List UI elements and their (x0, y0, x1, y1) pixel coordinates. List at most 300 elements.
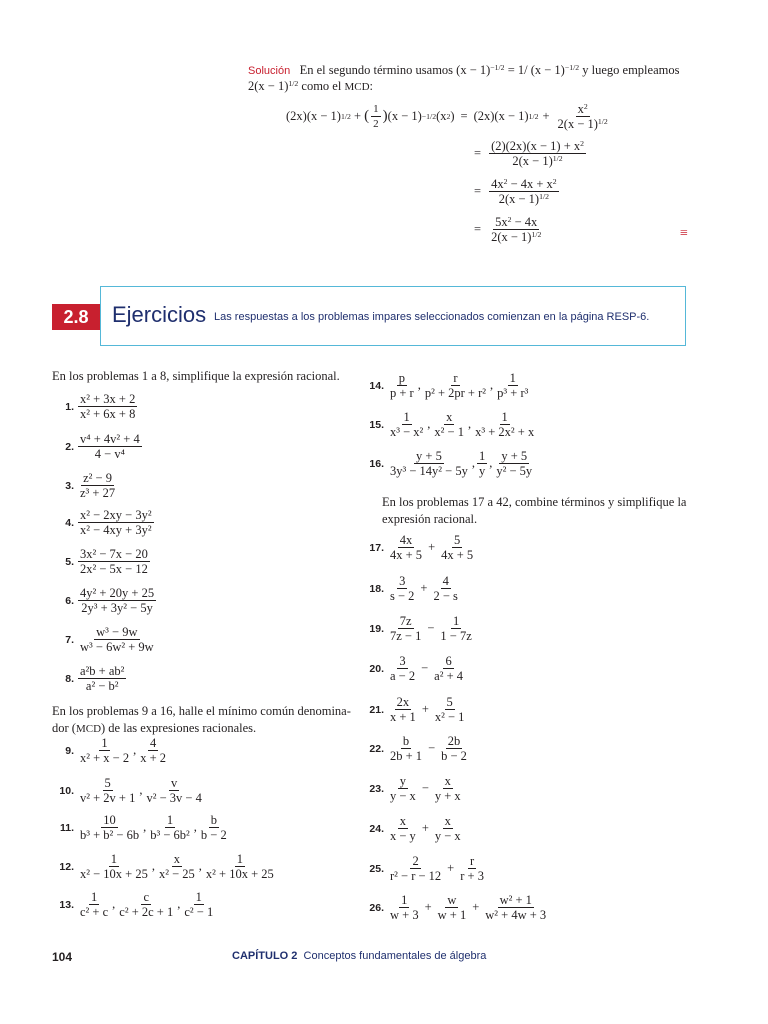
operator: − (427, 621, 435, 635)
denominator: v² − 3v − 4 (146, 791, 202, 805)
fraction (433, 695, 467, 724)
plus-sign: + (542, 109, 550, 123)
numerator: 5 (446, 695, 453, 709)
fraction (388, 614, 423, 643)
intro-text: ) de las expresiones racionales. (101, 721, 257, 735)
fraction (494, 449, 534, 478)
problem-number: 13. (59, 898, 74, 911)
denominator: y² − 5y (496, 464, 533, 478)
eq-term: (2x)(x − 1) (473, 109, 529, 123)
denominator: y + x (434, 789, 461, 803)
comma: , (417, 378, 421, 392)
numerator: 4 (150, 736, 157, 750)
problem-16 (362, 449, 536, 478)
problem-6 (52, 586, 158, 615)
problem-9 (52, 736, 170, 765)
denominator: 2x² − 5x − 12 (80, 562, 148, 576)
denominator: y − x (390, 789, 416, 803)
fraction (433, 814, 463, 843)
problem-number: 25. (369, 862, 384, 875)
solution-label: Solución (248, 65, 291, 77)
equation-line-1: (2x)(x − 1) 1/2 + ( $\frac{1}{2}$ ) (x − 1) −1/2 (x 2 ) = (2x)(x − 1) 1/2 + $\frac{x^2}{2(x - 1)^{1/2}}$ (286, 101, 608, 131)
denominator: x² + 10x + 25 (205, 867, 274, 881)
intro-problems-17-42 (382, 494, 686, 528)
eq-term: (x (436, 109, 447, 123)
numerator: v (171, 776, 178, 790)
numerator: 5 (104, 776, 111, 790)
comma: , (490, 378, 494, 392)
fraction (388, 893, 421, 922)
denominator: 3y³ − 14y² − 5y (390, 464, 468, 478)
equals-sign: = (474, 184, 482, 198)
numerator: v⁴ + 4v² + 4 (80, 432, 140, 446)
exponent: 1/2 (552, 153, 563, 163)
intro-text: expresión racional. (382, 512, 478, 526)
denominator: c² − 1 (184, 905, 214, 919)
eq-term: (2x)(x − 1) (286, 109, 341, 123)
fraction (438, 614, 473, 643)
problem-number: 1. (65, 400, 74, 413)
denominator: c² + c (80, 905, 109, 919)
denominator: 2y³ + 3y² − 5y (81, 601, 153, 615)
fraction (388, 533, 424, 562)
fraction (78, 852, 150, 881)
fraction (458, 854, 486, 883)
comma: , (489, 456, 493, 470)
fraction (78, 736, 131, 765)
operator: + (421, 702, 429, 716)
operator: + (428, 540, 436, 554)
operator: − (421, 661, 429, 675)
fraction (144, 776, 203, 805)
eq-term: 2(x − 1) (512, 154, 553, 168)
fraction (78, 664, 126, 693)
operator: + (420, 581, 428, 595)
denominator: 2b + 1 (390, 749, 423, 763)
denominator: 4x + 5 (390, 548, 423, 562)
numerator: r (470, 854, 475, 868)
problem-7 (52, 625, 158, 654)
numerator: 4y² + 20y + 25 (80, 586, 155, 600)
problem-number: 10. (59, 784, 74, 797)
problem-20 (362, 654, 467, 683)
denominator: 1 − 7z (440, 629, 472, 643)
comma: , (467, 417, 472, 431)
denominator (556, 117, 610, 131)
problem-11 (52, 813, 231, 842)
fraction (204, 852, 276, 881)
denominator: x − y (390, 829, 416, 843)
denominator: b³ − 6b² (150, 828, 190, 842)
denominator: 2 − s (433, 589, 458, 603)
problem-12 (52, 852, 278, 881)
denominator: r + 3 (460, 869, 484, 883)
numerator: p (398, 371, 405, 385)
operator: − (421, 781, 429, 795)
eq-term: − 4x + x (507, 177, 553, 191)
eq-term: 2(x − 1) (498, 192, 540, 206)
problem-number: 21. (369, 703, 384, 716)
fraction (477, 449, 487, 478)
problem-number: 16. (369, 457, 384, 470)
denominator (497, 192, 551, 206)
exponent: 2 (552, 176, 557, 186)
problem-number: 23. (369, 782, 384, 795)
problem-number: 14. (369, 379, 384, 392)
denominator: 7z − 1 (390, 629, 422, 643)
eq-fraction (556, 102, 610, 131)
fraction (78, 547, 150, 576)
problem-number: 17. (369, 541, 384, 554)
denominator: a² − b² (85, 679, 119, 693)
numerator: x² + 3x + 2 (80, 392, 136, 406)
end-of-example-icon: ≡ (680, 226, 688, 241)
problem-number: 24. (369, 822, 384, 835)
numerator: 1 (452, 614, 460, 628)
problem-number: 6. (65, 594, 74, 607)
equation-line-2 (472, 139, 588, 168)
problem-2 (52, 432, 144, 461)
fraction (495, 371, 530, 400)
fraction (483, 893, 548, 922)
denominator: y (478, 464, 486, 478)
fraction (388, 814, 418, 843)
denominator: s − 2 (390, 589, 415, 603)
problem-number: 11. (59, 821, 74, 834)
fraction (473, 410, 536, 439)
problem-10 (52, 776, 206, 805)
numerator: 7z (399, 614, 412, 628)
numerator: x (446, 410, 453, 424)
numerator: 6 (445, 654, 452, 668)
eq-term: (x − 1) (387, 109, 422, 123)
problem-4 (52, 508, 156, 537)
numerator: 1 (501, 410, 508, 424)
denominator: x³ − x² (390, 425, 424, 439)
fraction (78, 432, 142, 461)
problem-1 (52, 392, 139, 421)
exponent: −1/2 (490, 62, 505, 72)
exponent: 2 (580, 138, 585, 148)
fraction (388, 695, 418, 724)
fraction (78, 813, 141, 842)
denominator: x² − 10x + 25 (80, 867, 148, 881)
comma: , (198, 859, 202, 873)
fraction (78, 776, 137, 805)
comma: , (151, 859, 155, 873)
numerator: 1 (478, 449, 486, 463)
exponent: 2 (503, 176, 508, 186)
problem-number: 15. (369, 418, 384, 431)
problem-number: 8. (65, 672, 74, 685)
numerator: 1 (110, 852, 118, 866)
solution-line-1 (248, 62, 679, 79)
problem-number: 2. (65, 440, 74, 453)
numerator: c (143, 890, 150, 904)
numerator: b (402, 734, 410, 748)
numerator: 1 (166, 813, 174, 827)
denominator: 2 (373, 118, 379, 130)
eq-term: 5x (495, 215, 508, 229)
solution-text: = 1/ (x − 1) (504, 63, 565, 77)
problem-5 (52, 547, 152, 576)
denominator: x² − 4xy + 3y² (80, 523, 152, 537)
problem-26 (362, 893, 550, 922)
solution-text: 2(x − 1) (248, 79, 289, 93)
mcd-abbrev: MCD (75, 723, 102, 735)
denominator: w³ − 6w² + 9w (80, 640, 154, 654)
numerator: x (173, 852, 181, 866)
numerator: 10 (103, 813, 116, 827)
problem-24 (362, 814, 465, 843)
denominator: a² + 4 (434, 669, 464, 683)
numerator: 4x (399, 533, 413, 547)
numerator: w (447, 893, 457, 907)
problem-15 (362, 410, 538, 439)
problem-18 (362, 574, 462, 603)
fraction (432, 410, 466, 439)
numerator: w² + 1 (499, 893, 532, 907)
denominator: p + r (390, 386, 414, 400)
numerator: 2x (396, 695, 410, 709)
problem-number: 9. (65, 744, 74, 757)
eq-term: 4x (491, 177, 504, 191)
solution-text: como el (298, 79, 345, 93)
denominator: y − x (434, 829, 461, 843)
problem-number: 4. (65, 516, 74, 529)
comma: , (193, 820, 197, 834)
half-fraction (371, 102, 381, 131)
denominator: x² − 1 (434, 425, 464, 439)
fraction (78, 586, 156, 615)
denominator: w + 1 (437, 908, 467, 922)
numerator: 1 (401, 893, 408, 907)
numerator (489, 177, 559, 192)
denominator: w² + 4w + 3 (485, 908, 547, 922)
problem-23 (362, 774, 465, 803)
eq-term: 2(x − 1) (557, 117, 598, 131)
section-number-badge: 2.8 (52, 304, 100, 330)
fraction (117, 890, 175, 919)
equals-sign: = (474, 222, 482, 236)
numerator: w³ − 9w (96, 625, 138, 639)
equals-sign: = (460, 109, 468, 123)
numerator: x² − 2xy − 3y² (80, 508, 152, 522)
fraction (432, 654, 465, 683)
problem-17 (362, 533, 477, 562)
denominator: x² − 1 (434, 710, 465, 724)
numerator (576, 102, 590, 117)
comma: , (143, 820, 147, 834)
fraction (78, 625, 156, 654)
denominator (489, 230, 543, 244)
comma: , (471, 456, 475, 470)
intro-text: En los problemas 17 a 42, combine términos y simplifique la (382, 495, 687, 509)
fraction (439, 533, 475, 562)
exponent: 2 (583, 101, 588, 111)
denominator: x + 2 (140, 751, 167, 765)
intro-text: En los problemas 9 a 16, halle el mínimo común denomina- (52, 704, 351, 718)
mcd-abbrev: MCD (344, 81, 370, 93)
problem-13 (52, 890, 217, 919)
numerator (493, 215, 539, 230)
numerator: x (444, 774, 451, 788)
eq-fraction (489, 215, 543, 244)
problem-14 (362, 371, 532, 400)
fraction (78, 508, 154, 537)
fraction (157, 852, 197, 881)
comma: , (177, 897, 181, 911)
fraction (388, 410, 425, 439)
equation-line-3 (472, 177, 561, 206)
numerator: 2 (412, 854, 419, 868)
comma: , (133, 743, 137, 757)
chapter-title: Conceptos fundamentales de álgebra (303, 950, 487, 962)
denominator: x³ + 2x² + x (475, 425, 535, 439)
solution-text: En el segundo término usamos (x − 1) (299, 63, 491, 77)
comma: , (112, 897, 116, 911)
fraction (182, 890, 215, 919)
numerator: 1 (403, 410, 410, 424)
denominator: x² + 6x + 8 (80, 407, 136, 421)
problem-number: 26. (369, 901, 384, 914)
problem-number: 22. (369, 742, 384, 755)
operator: + (421, 821, 429, 835)
numerator: x (399, 814, 407, 828)
exponent: 1/2 (539, 191, 549, 201)
eq-term: ) (450, 109, 455, 123)
fraction (388, 574, 416, 603)
fraction (78, 890, 110, 919)
numerator: 4 (442, 574, 449, 588)
fraction (388, 854, 443, 883)
operator: + (424, 900, 432, 914)
fraction (433, 774, 463, 803)
numerator: 3 (399, 654, 406, 668)
exponent: 1/2 (597, 116, 608, 126)
problem-3 (52, 471, 119, 500)
fraction (138, 736, 168, 765)
denominator: x² − 25 (158, 867, 195, 881)
operator: + (447, 861, 455, 875)
numerator: b (210, 813, 217, 827)
numerator: y (399, 774, 407, 788)
denominator: p² + 2pr + r² (424, 386, 487, 400)
eq-fraction (489, 177, 559, 206)
fraction (78, 471, 117, 500)
numerator: 1 (101, 736, 108, 750)
denominator: w + 3 (390, 908, 419, 922)
problem-number: 18. (369, 582, 384, 595)
eq-term: − 4x (511, 215, 538, 229)
numerator: 3x² − 7x − 20 (80, 547, 148, 561)
chapter-label: CAPÍTULO 2 (232, 950, 298, 962)
denominator: v² + 2v + 1 (80, 791, 136, 805)
fraction (388, 449, 470, 478)
denominator: b − 2 (200, 828, 227, 842)
comma: , (139, 783, 143, 797)
problem-number: 3. (65, 479, 74, 492)
comma: , (427, 417, 431, 431)
fraction (388, 774, 418, 803)
operator: − (428, 741, 436, 755)
denominator: a − 2 (390, 669, 416, 683)
fraction (78, 392, 137, 421)
problem-number: 19. (369, 622, 384, 635)
page-number: 104 (52, 950, 73, 964)
eq-op: + (350, 109, 365, 123)
intro-problems-1-8: En los problemas 1 a 8, simplifique la expresión racional. (52, 369, 340, 383)
exponent: −1/2 (564, 62, 580, 72)
solution-text: : (369, 79, 373, 93)
fraction (148, 813, 192, 842)
numerator: 3 (399, 574, 406, 588)
numerator: y + 5 (501, 449, 528, 463)
problem-25 (362, 854, 488, 883)
numerator: r (453, 371, 458, 385)
numerator: 1 (373, 103, 379, 115)
numerator: y + 5 (416, 449, 442, 463)
numerator: 1 (195, 890, 202, 904)
numerator: x (444, 814, 451, 828)
denominator: c² + 2c + 1 (119, 905, 174, 919)
fraction (388, 654, 417, 683)
problem-number: 5. (65, 555, 74, 568)
problem-number: 20. (369, 662, 384, 675)
problem-number: 7. (65, 633, 74, 646)
denominator: b − 2 (441, 749, 467, 763)
denominator: 4 − v⁴ (94, 447, 125, 461)
fraction (388, 734, 424, 763)
problem-number: 12. (59, 860, 74, 873)
fraction (431, 574, 459, 603)
denominator: x² + x − 2 (80, 751, 130, 765)
fraction (439, 734, 469, 763)
section-title: Ejercicios (112, 302, 207, 327)
eq-term: x (577, 102, 584, 116)
problem-8 (52, 664, 128, 693)
denominator: p³ + r³ (497, 386, 529, 400)
eq-fraction (489, 139, 586, 168)
equals-sign: = (474, 146, 482, 160)
numerator: 2b (447, 734, 461, 748)
numerator: a²b + ab² (80, 664, 125, 678)
answers-note: Las respuestas a los problemas impares seleccionados comienzan en la página RESP-6. (214, 311, 650, 323)
problem-19 (362, 614, 476, 643)
fraction (423, 371, 488, 400)
numerator: 1 (509, 371, 516, 385)
exponent: 1/2 (531, 229, 542, 239)
exponent: 1/2 (288, 78, 299, 88)
fraction (388, 371, 416, 400)
denominator: 4x + 5 (441, 548, 474, 562)
operator: + (472, 900, 480, 914)
numerator: z² − 9 (83, 471, 112, 485)
numerator: 1 (90, 890, 98, 904)
numerator (489, 139, 586, 154)
solution-line-2 (248, 78, 373, 95)
denominator: z³ + 27 (80, 486, 116, 500)
denominator: x + 1 (390, 710, 416, 724)
numerator: 1 (236, 852, 243, 866)
numerator: 5 (454, 533, 461, 547)
fraction (199, 813, 229, 842)
chapter-footer (232, 950, 486, 962)
denominator: b³ + b² − 6b (80, 828, 140, 842)
problem-22 (362, 734, 471, 763)
denominator (510, 154, 564, 168)
fraction (436, 893, 469, 922)
